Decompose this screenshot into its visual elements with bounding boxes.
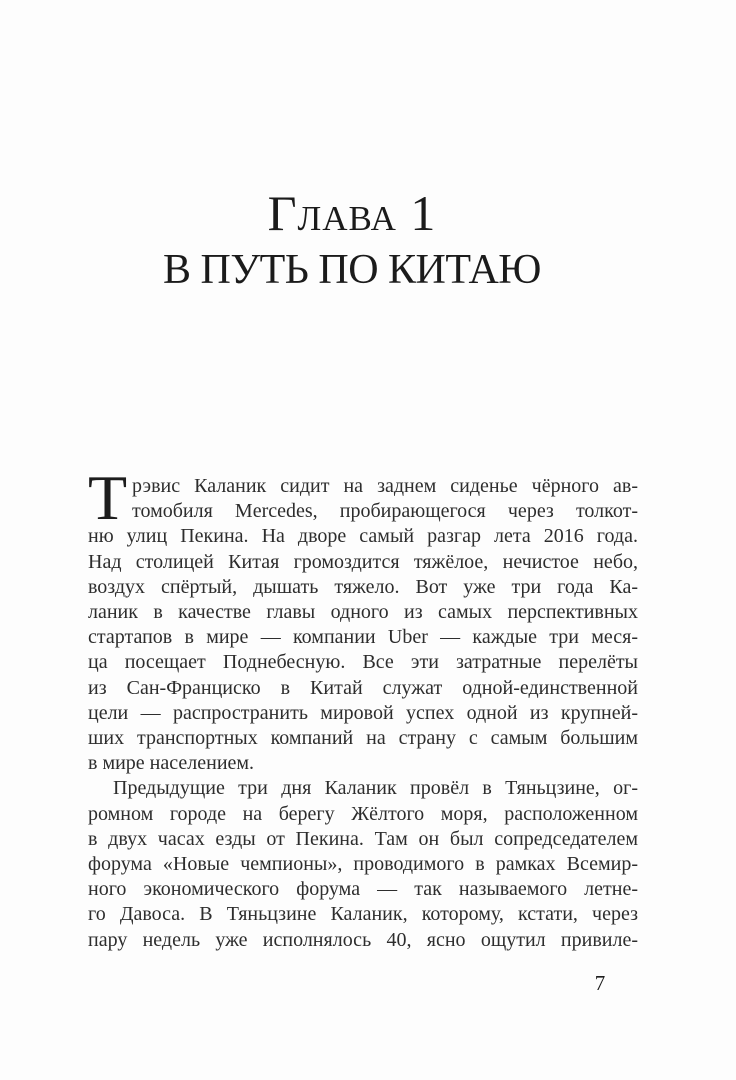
- text-line: томобиля Mercedes, пробирающегося через толкот-: [132, 500, 638, 523]
- chapter-title: В ПУТЬ ПО КИТАЮ: [163, 247, 541, 293]
- body-paragraphs: [88, 462, 638, 953]
- text-line: из Сан-Франциско в Китай служат одной-единственной: [88, 676, 638, 699]
- chapter-number: Глава 1: [267, 185, 437, 241]
- text-line: ромном городе на берегу Жёлтого моря, расположенном: [88, 802, 638, 825]
- text-line: цели — распространить мировой успех одной из крупней-: [88, 701, 638, 724]
- paragraph: [88, 462, 638, 776]
- text-line: рэвис Каланик сидит на заднем сиденье чёрного ав-: [132, 475, 638, 497]
- text-line: в мире населением.: [88, 752, 255, 775]
- text-line: ню улиц Пекина. На дворе самый разгар лета 2016 года.: [88, 525, 638, 548]
- chapter-heading: [0, 186, 720, 294]
- text-line: ших транспортных компаний на страну с самым большим: [88, 727, 638, 750]
- text-line: форума «Новые чемпионы», проводимого в рамках Всемир-: [88, 853, 638, 876]
- text-line: го Давоса. В Тяньцзине Каланик, которому, кстати, через: [88, 903, 638, 926]
- drop-cap: Т: [88, 462, 128, 533]
- paragraph: [88, 776, 638, 952]
- text-line: ланик в качестве главы одного из самых перспективных: [88, 601, 638, 624]
- text-line: ного экономического форума — так называемого летне-: [88, 878, 638, 901]
- text-line: в двух часах езды от Пекина. Там он был сопредседателем: [88, 827, 638, 850]
- text-line: стартапов в мире — компании Uber — каждые три меся-: [88, 626, 638, 649]
- text-line: Предыдущие три дня Каланик провёл в Тяньцзине, ог-: [113, 777, 638, 800]
- text-line: воздух спёртый, дышать тяжело. Вот уже три года Ка-: [88, 575, 638, 598]
- text-line: ца посещает Поднебесную. Все эти затратные перелёты: [88, 651, 638, 674]
- text-line: Над столицей Китая громоздится тяжёлое, нечистое небо,: [88, 550, 638, 573]
- text-line: пару недель уже исполнялось 40, ясно ощутил привиле-: [88, 928, 638, 951]
- page-number: 7: [594, 971, 606, 995]
